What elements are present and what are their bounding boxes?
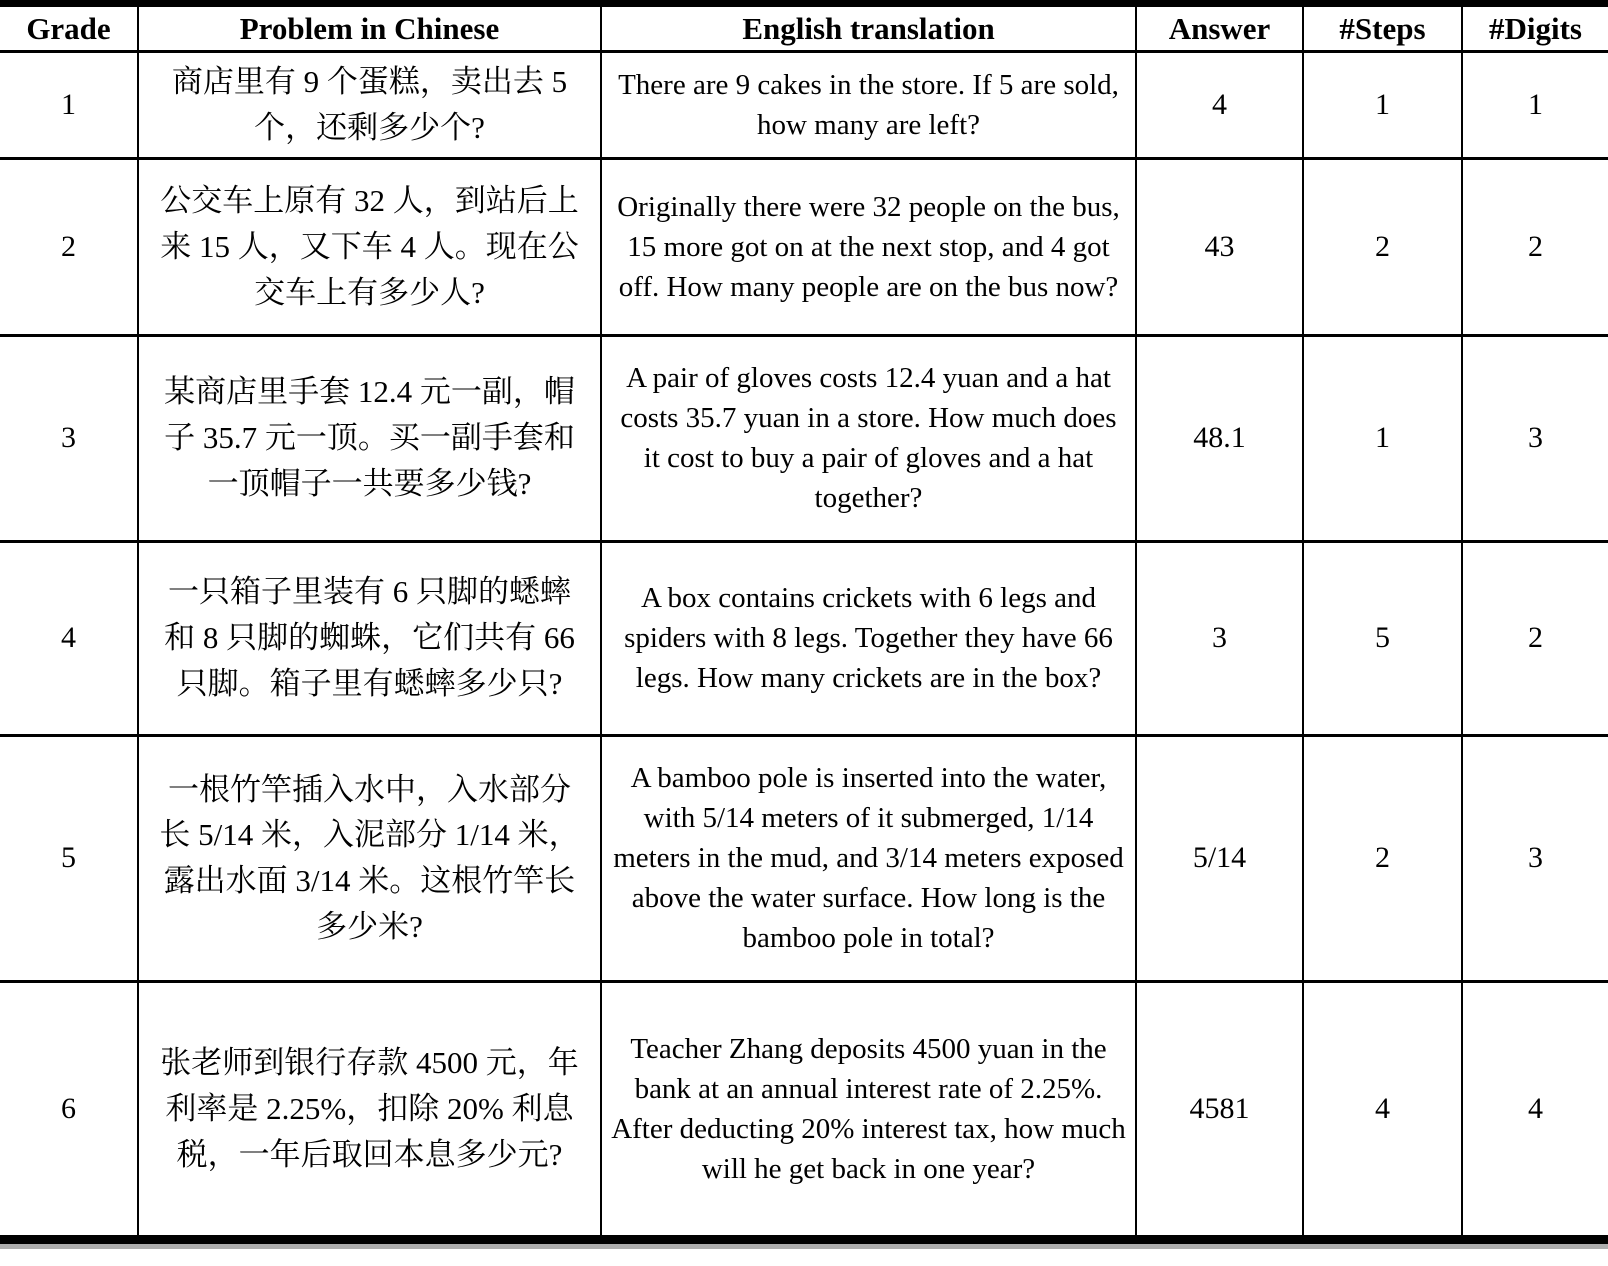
table-row: [0, 158, 1608, 335]
col-header-grade: Grade: [0, 4, 138, 52]
header-row: [0, 4, 1608, 52]
answer-cell: 48.1: [1136, 335, 1303, 541]
steps-cell: 5: [1303, 541, 1462, 735]
digits-cell: 2: [1462, 541, 1608, 735]
table-row: [0, 52, 1608, 159]
answer-cell: 5/14: [1136, 735, 1303, 981]
col-header-steps: #Steps: [1303, 4, 1462, 52]
table-row: [0, 335, 1608, 541]
grade-cell: 6: [61, 1091, 76, 1125]
english-translation-cell: A bamboo pole is inserted into the water, with 5/14 meters of it submerged, 1/14 meters in the mud, and 3/14 meters exposed above the water surface. How long is the bamboo pole in total?: [601, 735, 1136, 981]
grade-cell: 1: [61, 87, 76, 121]
page-edge-shadow: [0, 1244, 1608, 1249]
digits-cell: 3: [1462, 735, 1608, 981]
col-header-digits: #Digits: [1462, 4, 1608, 52]
steps-cell: 2: [1303, 158, 1462, 335]
chinese-problem-cell: 公交车上原有 32 人，到站后上来 15 人，又下车 4 人。现在公交车上有多少人?: [138, 158, 601, 335]
english-translation-cell: Originally there were 32 people on the bus, 15 more got on at the next stop, and 4 got off. How many people are on the bus now?: [601, 158, 1136, 335]
table-row: [0, 735, 1608, 981]
english-translation-cell: A pair of gloves costs 12.4 yuan and a hat costs 35.7 yuan in a store. How much does it cost to buy a pair of gloves and a hat together?: [601, 335, 1136, 541]
english-translation-cell: A box contains crickets with 6 legs and spiders with 8 legs. Together they have 66 legs. How many crickets are in the box?: [601, 541, 1136, 735]
digits-cell: 4: [1462, 981, 1608, 1239]
english-translation-cell: Teacher Zhang deposits 4500 yuan in the bank at an annual interest rate of 2.25%. After deducting 20% interest tax, how much will he get back in one year?: [601, 981, 1136, 1239]
chinese-problem-cell: 一只箱子里装有 6 只脚的蟋蟀和 8 只脚的蜘蛛，它们共有 66 只脚。箱子里有蟋蟀多少只?: [138, 541, 601, 735]
col-header-answer: Answer: [1136, 4, 1303, 52]
steps-cell: 1: [1303, 335, 1462, 541]
chinese-problem-cell: 张老师到银行存款 4500 元，年利率是 2.25%，扣除 20% 利息税，一年后取回本息多少元?: [138, 981, 601, 1239]
steps-cell: 4: [1303, 981, 1462, 1239]
chinese-problem-cell: 一根竹竿插入水中，入水部分长 5/14 米，入泥部分 1/14 米，露出水面 3/14 米。这根竹竿长多少米?: [138, 735, 601, 981]
answer-cell: 4: [1136, 52, 1303, 159]
chinese-problem-cell: 某商店里手套 12.4 元一副，帽子 35.7 元一顶。买一副手套和一顶帽子一共要多少钱?: [138, 335, 601, 541]
answer-cell: 4581: [1136, 981, 1303, 1239]
table-row: [0, 981, 1608, 1239]
steps-cell: 2: [1303, 735, 1462, 981]
english-translation-cell: There are 9 cakes in the store. If 5 are sold, how many are left?: [601, 52, 1136, 159]
digits-cell: 3: [1462, 335, 1608, 541]
grade-cell: 2: [61, 229, 76, 263]
digits-cell: 1: [1462, 52, 1608, 159]
col-header-problem-chinese: Problem in Chinese: [138, 4, 601, 52]
grade-cell: 5: [61, 841, 76, 875]
grade-cell: 3: [61, 421, 76, 455]
col-header-english-translation: English translation: [601, 4, 1136, 52]
table-row: [0, 541, 1608, 735]
chinese-problem-cell: 商店里有 9 个蛋糕，卖出去 5 个，还剩多少个?: [138, 52, 601, 159]
answer-cell: 43: [1136, 158, 1303, 335]
digits-cell: 2: [1462, 158, 1608, 335]
answer-cell: 3: [1136, 541, 1303, 735]
grade-cell: 4: [61, 621, 76, 655]
steps-cell: 1: [1303, 52, 1462, 159]
